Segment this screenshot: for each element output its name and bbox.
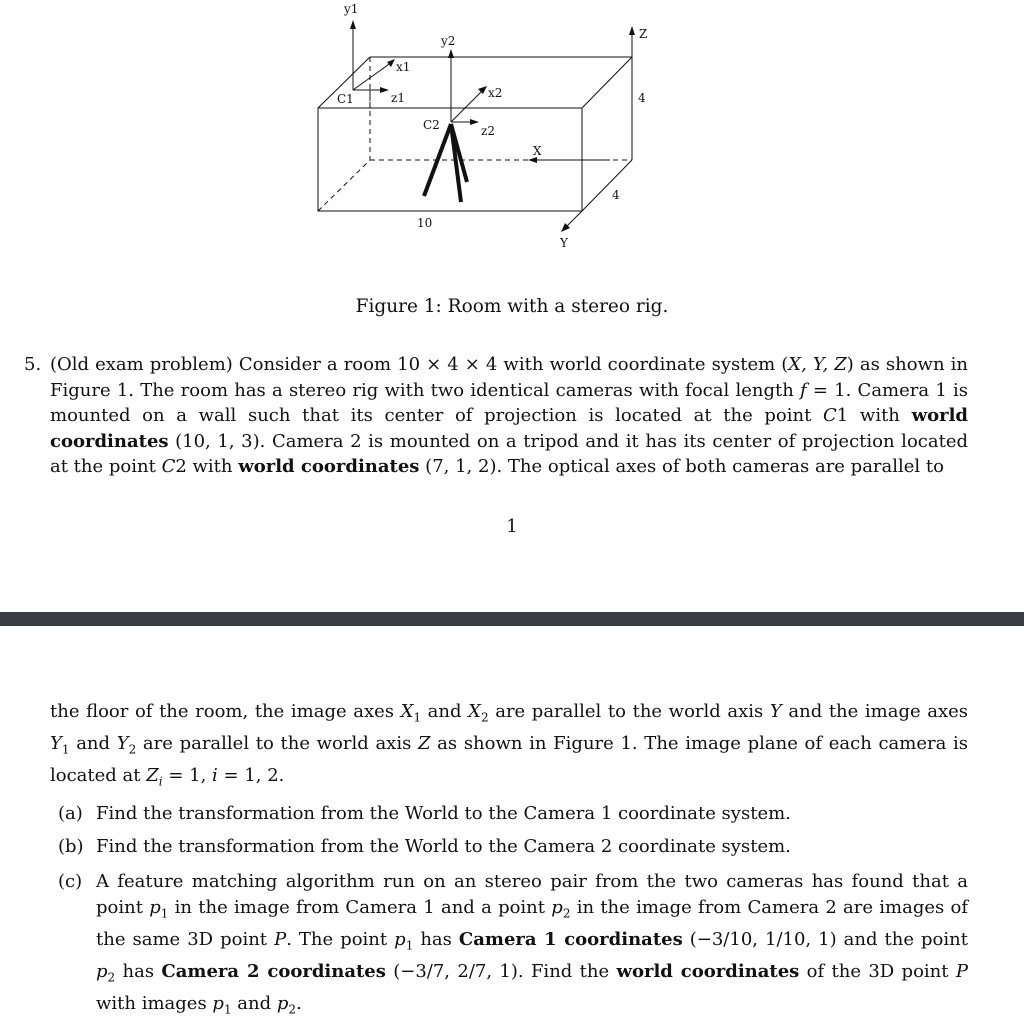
subquestion-c (58, 869, 968, 1023)
problem-number: 5. (24, 354, 42, 375)
cam2-c2-label: C2 (423, 118, 440, 132)
world-x-label: X (533, 144, 542, 158)
page-divider (0, 612, 1024, 626)
dim-length-label: 10 (417, 216, 433, 230)
world-y-label: Y (560, 236, 568, 250)
cam2-x2-arrowhead (478, 86, 487, 94)
room-edge-top-right (582, 57, 632, 108)
cam1-x1-arrowhead (387, 59, 395, 67)
subquestion-b-label: (b) (58, 836, 84, 857)
subquestion-a-label: (a) (58, 803, 83, 824)
world-y-axis (566, 211, 582, 227)
cam1-z1-label: z1 (391, 91, 405, 105)
cam1-x1-label: x1 (396, 60, 411, 74)
world-z-arrowhead (629, 26, 635, 35)
figure-caption: Figure 1: Room with a stereo rig. (355, 296, 669, 317)
cam2-y2-label: y2 (441, 34, 456, 48)
subquestion-a-text: Find the transformation from the World to the Camera 1 coordinate system. (96, 803, 791, 824)
dim-height-label: 4 (638, 91, 646, 105)
dim-depth-label: 4 (612, 188, 620, 202)
room-hidden-bottom-left (318, 160, 370, 211)
page-bottom (0, 626, 1024, 1017)
subquestion-b-text: Find the transformation from the World to the Camera 2 coordinate system. (96, 836, 791, 857)
cam1-y1-label: y1 (344, 2, 359, 16)
cam1-c1-label: C1 (337, 92, 354, 106)
page-number: 1 (506, 516, 518, 537)
room-figure (300, 0, 680, 256)
cam1-z1-arrowhead (380, 87, 389, 93)
cam2-x2-label: x2 (488, 86, 503, 100)
world-z-label: Z (639, 27, 648, 41)
cam1-y1-arrowhead (350, 20, 356, 29)
cam2-x2-axis (451, 90, 483, 122)
room-edge-bottom-right (582, 160, 632, 211)
subquestion-c-label: (c) (58, 871, 83, 892)
cam2-z2-arrowhead (470, 119, 479, 125)
subquestion-c-text: A feature matching algorithm run on an stereo pair from the two cameras has found that a point $p_1$ in the image from Camera 1 and a point $p_2$ in the image from Camera 2 are images of the same 3D point P. The point $p_1$ has Camera 1 coordinates (−3/10, 1/10, 1) and the point $p_2$ has Camera 2 coordinates (−3/7, 2/7, 1). Find the world coordinates of the 3D point P with images $p_1$ and $p_2$. (96, 871, 969, 1017)
cam2-z2-label: z2 (481, 124, 495, 138)
subquestion-b (58, 834, 968, 860)
cam1-x1-axis (353, 62, 392, 90)
subquestion-a (58, 801, 968, 827)
problem-statement-part1: (Old exam problem) Consider a room 10 × 4 × 4 with world coordinate system (X, Y, Z) as shown in Figure 1. The room has a stereo rig with two identical cameras with focal length f = 1. Camera 1 is mounted on a wall such that its center of projection is located at the point C1 with world coordinates (10, 1, 3). Camera 2 is mounted on a tripod and it has its center of projection located at the point C2 with world coordinates (7, 1, 2). The optical axes of both cameras are parallel to (50, 354, 968, 478)
cam2-y2-arrowhead (448, 49, 454, 58)
problem-statement-part2: the floor of the room, the image axes $X_1$ and $X_2$ are parallel to the world axis Y and the image axes $Y_1$ and $Y_2$ are parallel to the world axis Z as shown in Figure 1. The image plane of each camera is located at $Z_i = 1$, i = 1, 2. (50, 701, 968, 789)
